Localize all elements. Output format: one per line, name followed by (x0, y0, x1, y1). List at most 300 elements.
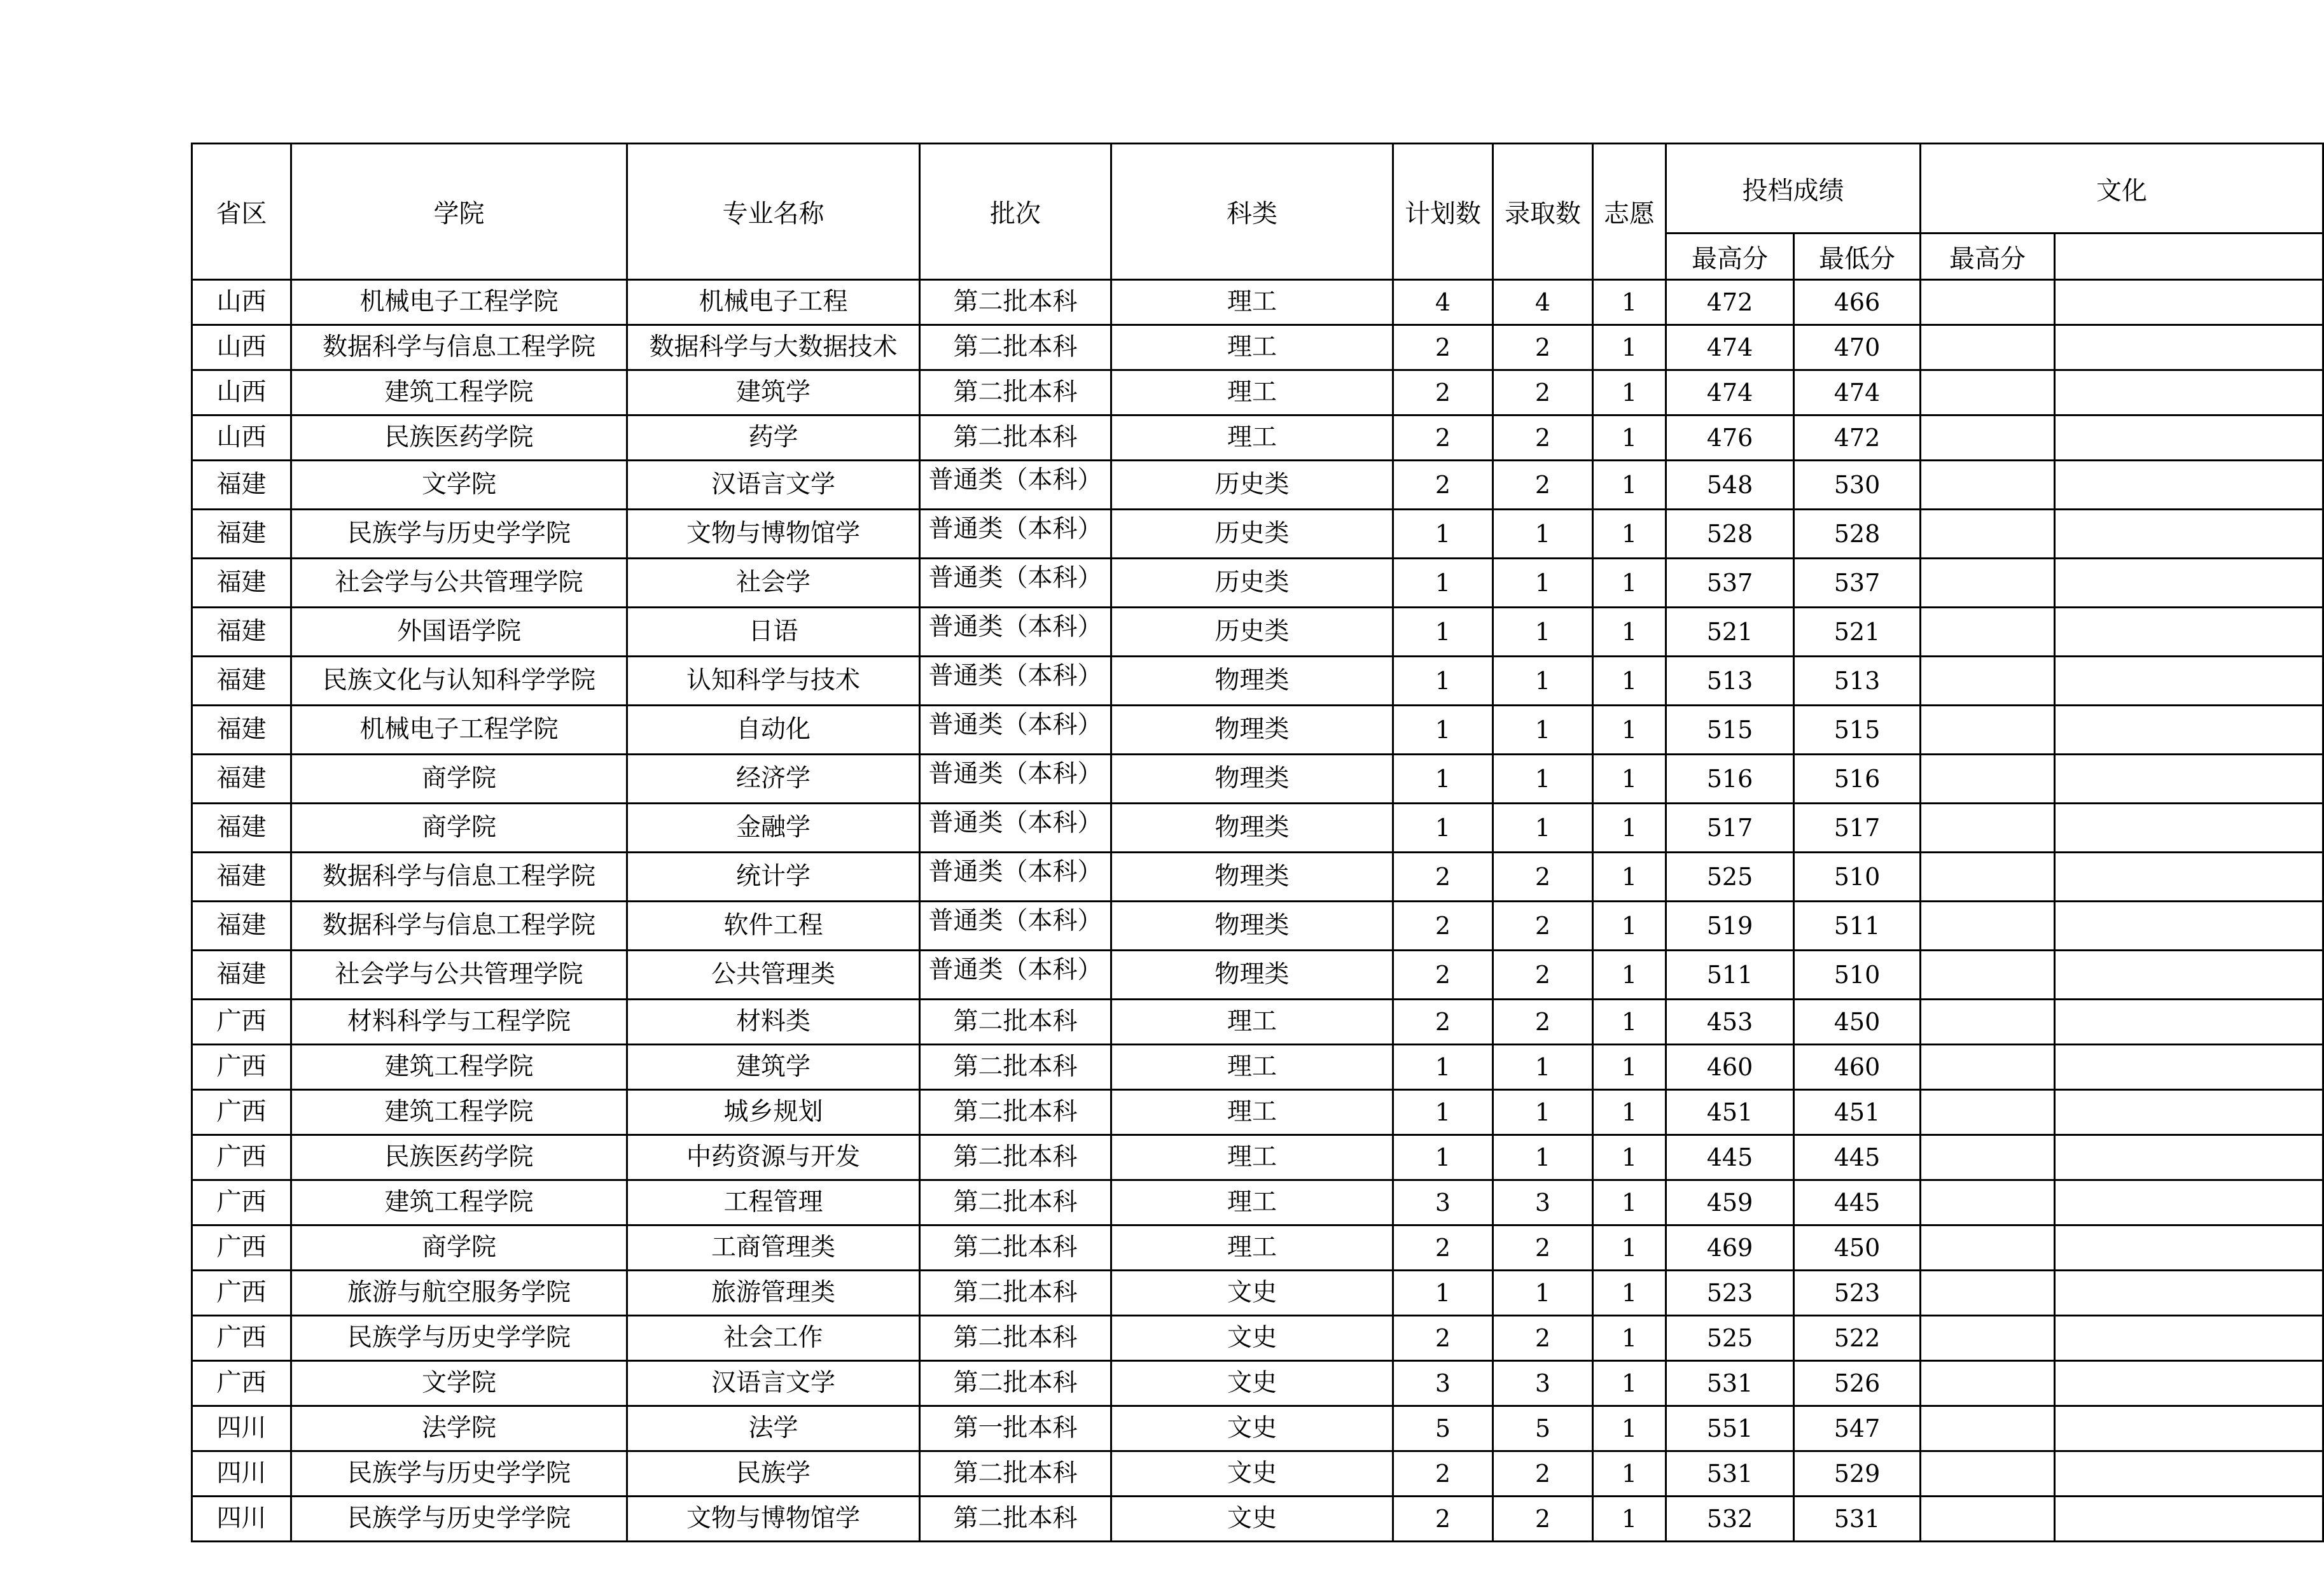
cell-province: 广西 (192, 1316, 291, 1361)
cell-province: 福建 (192, 706, 291, 755)
cell-province: 广西 (192, 1361, 291, 1406)
cell-max-score: 523 (1666, 1271, 1794, 1316)
cell-culture-max-score (1921, 1497, 2055, 1542)
cell-college: 社会学与公共管理学院 (291, 951, 627, 1000)
cell-min-score: 530 (1794, 461, 1921, 510)
cell-culture-max-score (1921, 1271, 2055, 1316)
cell-college: 机械电子工程学院 (291, 706, 627, 755)
cell-culture-max-score (1921, 1451, 2055, 1497)
cell-major: 中药资源与开发 (627, 1135, 920, 1180)
cell-min-score: 529 (1794, 1451, 1921, 1497)
cell-college: 外国语学院 (291, 608, 627, 657)
cell-major: 统计学 (627, 853, 920, 902)
cell-culture-max-score (1921, 370, 2055, 415)
cell-batch (920, 608, 1111, 657)
cell-admitted: 2 (1493, 951, 1593, 1000)
cell-plan: 2 (1393, 951, 1493, 1000)
cell-admitted: 2 (1493, 1225, 1593, 1271)
cell-college: 旅游与航空服务学院 (291, 1271, 627, 1316)
cell-max-score: 525 (1666, 853, 1794, 902)
cell-batch: 第二批本科 (920, 1271, 1111, 1316)
cell-culture-max-score (1921, 755, 2055, 804)
cell-major: 法学 (627, 1406, 920, 1451)
cell-major: 自动化 (627, 706, 920, 755)
cell-major: 经济学 (627, 755, 920, 804)
cell-max-score: 537 (1666, 559, 1794, 608)
cell-preference: 1 (1593, 951, 1666, 1000)
cell-min-score: 547 (1794, 1406, 1921, 1451)
cell-admitted: 2 (1493, 370, 1593, 415)
cell-admitted: 1 (1493, 657, 1593, 706)
cell-preference: 1 (1593, 1497, 1666, 1542)
header-preference: 志愿 (1593, 144, 1666, 280)
cell-min-score: 450 (1794, 1225, 1921, 1271)
cell-plan: 2 (1393, 415, 1493, 461)
cell-plan: 2 (1393, 1451, 1493, 1497)
cell-plan: 1 (1393, 559, 1493, 608)
cell-plan: 2 (1393, 853, 1493, 902)
cell-admitted: 1 (1493, 559, 1593, 608)
cell-plan: 1 (1393, 510, 1493, 559)
cell-batch: 第二批本科 (920, 415, 1111, 461)
cell-max-score: 474 (1666, 370, 1794, 415)
header-province: 省区 (192, 144, 291, 280)
cell-preference: 1 (1593, 1090, 1666, 1135)
cell-college: 商学院 (291, 1225, 627, 1271)
table-row (192, 461, 2323, 510)
cell-college: 数据科学与信息工程学院 (291, 853, 627, 902)
cell-culture-max-score (1921, 1406, 2055, 1451)
cell-culture-max-score (1921, 1045, 2055, 1090)
cell-province: 山西 (192, 325, 291, 370)
cell-category: 文史 (1111, 1271, 1393, 1316)
cell-college: 文学院 (291, 1361, 627, 1406)
cell-max-score: 548 (1666, 461, 1794, 510)
cell-college: 机械电子工程学院 (291, 280, 627, 325)
table-row (192, 1271, 2323, 1316)
cell-batch-text: 普通类（本科） (928, 662, 1103, 690)
cell-culture-max-score (1921, 1000, 2055, 1045)
cell-admitted: 1 (1493, 510, 1593, 559)
cell-batch (920, 755, 1111, 804)
cell-max-score: 511 (1666, 951, 1794, 1000)
cell-batch-text: 普通类（本科） (928, 907, 1103, 935)
cell-category: 历史类 (1111, 559, 1393, 608)
cell-college: 材料科学与工程学院 (291, 1000, 627, 1045)
cell-preference: 1 (1593, 706, 1666, 755)
cell-major: 社会工作 (627, 1316, 920, 1361)
cell-preference: 1 (1593, 1045, 1666, 1090)
cell-admitted: 1 (1493, 1271, 1593, 1316)
cell-admitted: 1 (1493, 706, 1593, 755)
cell-culture-extra (2055, 559, 2323, 608)
cell-plan: 1 (1393, 1045, 1493, 1090)
header-admitted: 录取数 (1493, 144, 1593, 280)
cell-batch: 第二批本科 (920, 1361, 1111, 1406)
cell-culture-max-score (1921, 1180, 2055, 1225)
cell-culture-max-score (1921, 415, 2055, 461)
cell-major: 建筑学 (627, 370, 920, 415)
cell-college: 民族学与历史学学院 (291, 510, 627, 559)
cell-admitted: 1 (1493, 1090, 1593, 1135)
cell-max-score: 474 (1666, 325, 1794, 370)
cell-admitted: 2 (1493, 1451, 1593, 1497)
cell-batch (920, 559, 1111, 608)
cell-admitted: 2 (1493, 1000, 1593, 1045)
table-header (192, 144, 2323, 280)
table-row (192, 657, 2323, 706)
cell-admitted: 4 (1493, 280, 1593, 325)
cell-plan: 1 (1393, 1271, 1493, 1316)
cell-province: 山西 (192, 415, 291, 461)
cell-college: 建筑工程学院 (291, 1180, 627, 1225)
cell-major: 城乡规划 (627, 1090, 920, 1135)
cell-preference: 1 (1593, 657, 1666, 706)
cell-max-score: 531 (1666, 1361, 1794, 1406)
cell-plan: 1 (1393, 804, 1493, 853)
cell-province: 福建 (192, 608, 291, 657)
cell-major: 汉语言文学 (627, 461, 920, 510)
cell-max-score: 515 (1666, 706, 1794, 755)
cell-culture-extra (2055, 510, 2323, 559)
cell-max-score: 453 (1666, 1000, 1794, 1045)
cell-category: 历史类 (1111, 461, 1393, 510)
cell-culture-extra (2055, 755, 2323, 804)
cell-culture-extra (2055, 415, 2323, 461)
cell-college: 民族学与历史学学院 (291, 1451, 627, 1497)
cell-major: 民族学 (627, 1451, 920, 1497)
cell-major: 机械电子工程 (627, 280, 920, 325)
cell-admitted: 2 (1493, 461, 1593, 510)
cell-province: 福建 (192, 510, 291, 559)
header-category: 科类 (1111, 144, 1393, 280)
cell-province: 四川 (192, 1406, 291, 1451)
cell-plan: 2 (1393, 1225, 1493, 1271)
cell-plan: 2 (1393, 461, 1493, 510)
cell-batch-text: 普通类（本科） (928, 858, 1103, 886)
cell-category: 历史类 (1111, 510, 1393, 559)
cell-culture-extra (2055, 902, 2323, 951)
cell-category: 理工 (1111, 280, 1393, 325)
cell-batch (920, 853, 1111, 902)
cell-college: 商学院 (291, 804, 627, 853)
cell-province: 广西 (192, 1135, 291, 1180)
cell-culture-extra (2055, 657, 2323, 706)
cell-preference: 1 (1593, 1406, 1666, 1451)
table-row (192, 1000, 2323, 1045)
cell-batch: 第二批本科 (920, 1135, 1111, 1180)
table-row (192, 902, 2323, 951)
header-min-score: 最低分 (1794, 234, 1921, 280)
cell-culture-extra (2055, 1497, 2323, 1542)
cell-min-score: 445 (1794, 1135, 1921, 1180)
cell-admitted: 1 (1493, 755, 1593, 804)
cell-batch-text: 普通类（本科） (928, 711, 1103, 739)
cell-culture-max-score (1921, 325, 2055, 370)
table-row (192, 951, 2323, 1000)
cell-plan: 3 (1393, 1361, 1493, 1406)
cell-plan: 2 (1393, 370, 1493, 415)
cell-min-score: 531 (1794, 1497, 1921, 1542)
cell-max-score: 516 (1666, 755, 1794, 804)
cell-plan: 2 (1393, 1316, 1493, 1361)
cell-min-score: 474 (1794, 370, 1921, 415)
cell-preference: 1 (1593, 804, 1666, 853)
cell-college: 文学院 (291, 461, 627, 510)
cell-province: 广西 (192, 1045, 291, 1090)
cell-category: 理工 (1111, 1045, 1393, 1090)
cell-min-score: 526 (1794, 1361, 1921, 1406)
cell-preference: 1 (1593, 608, 1666, 657)
cell-culture-extra (2055, 1045, 2323, 1090)
cell-preference: 1 (1593, 1135, 1666, 1180)
cell-major: 建筑学 (627, 1045, 920, 1090)
cell-category: 理工 (1111, 415, 1393, 461)
cell-category: 理工 (1111, 1180, 1393, 1225)
cell-admitted: 2 (1493, 415, 1593, 461)
cell-category: 文史 (1111, 1497, 1393, 1542)
cell-college: 民族医药学院 (291, 415, 627, 461)
cell-max-score: 531 (1666, 1451, 1794, 1497)
cell-max-score: 525 (1666, 1316, 1794, 1361)
table-row (192, 415, 2323, 461)
cell-batch (920, 510, 1111, 559)
cell-category: 文史 (1111, 1361, 1393, 1406)
header-major: 专业名称 (627, 144, 920, 280)
cell-max-score: 513 (1666, 657, 1794, 706)
cell-category: 物理类 (1111, 804, 1393, 853)
cell-category: 物理类 (1111, 853, 1393, 902)
cell-major: 工商管理类 (627, 1225, 920, 1271)
cell-batch (920, 902, 1111, 951)
cell-preference: 1 (1593, 1361, 1666, 1406)
cell-admitted: 2 (1493, 902, 1593, 951)
cell-province: 福建 (192, 902, 291, 951)
cell-plan: 3 (1393, 1180, 1493, 1225)
cell-culture-max-score (1921, 510, 2055, 559)
cell-culture-extra (2055, 1316, 2323, 1361)
table-row (192, 280, 2323, 325)
cell-preference: 1 (1593, 1316, 1666, 1361)
cell-preference: 1 (1593, 461, 1666, 510)
cell-admitted: 1 (1493, 1135, 1593, 1180)
cell-batch: 第二批本科 (920, 370, 1111, 415)
cell-category: 文史 (1111, 1451, 1393, 1497)
cell-category: 物理类 (1111, 706, 1393, 755)
cell-major: 材料类 (627, 1000, 920, 1045)
cell-culture-max-score (1921, 902, 2055, 951)
cell-province: 福建 (192, 951, 291, 1000)
header-culture-extra (2055, 234, 2323, 280)
cell-major: 旅游管理类 (627, 1271, 920, 1316)
cell-culture-max-score (1921, 1090, 2055, 1135)
cell-admitted: 1 (1493, 608, 1593, 657)
cell-batch: 第一批本科 (920, 1406, 1111, 1451)
cell-max-score: 476 (1666, 415, 1794, 461)
cell-culture-max-score (1921, 461, 2055, 510)
cell-province: 广西 (192, 1225, 291, 1271)
cell-culture-max-score (1921, 804, 2055, 853)
cell-max-score: 460 (1666, 1045, 1794, 1090)
header-plan: 计划数 (1393, 144, 1493, 280)
cell-min-score: 510 (1794, 853, 1921, 902)
table-body (192, 280, 2323, 1542)
cell-college: 民族医药学院 (291, 1135, 627, 1180)
cell-major: 社会学 (627, 559, 920, 608)
cell-plan: 2 (1393, 1497, 1493, 1542)
cell-province: 广西 (192, 1090, 291, 1135)
cell-college: 民族学与历史学学院 (291, 1497, 627, 1542)
cell-culture-extra (2055, 370, 2323, 415)
cell-batch: 第二批本科 (920, 1180, 1111, 1225)
cell-category: 理工 (1111, 1090, 1393, 1135)
cell-college: 法学院 (291, 1406, 627, 1451)
cell-category: 物理类 (1111, 902, 1393, 951)
table-row (192, 325, 2323, 370)
cell-admitted: 2 (1493, 853, 1593, 902)
cell-min-score: 511 (1794, 902, 1921, 951)
cell-batch: 第二批本科 (920, 1316, 1111, 1361)
cell-culture-max-score (1921, 706, 2055, 755)
cell-min-score: 537 (1794, 559, 1921, 608)
cell-min-score: 521 (1794, 608, 1921, 657)
cell-province: 广西 (192, 1180, 291, 1225)
cell-batch-text: 普通类（本科） (928, 613, 1103, 641)
cell-province: 山西 (192, 280, 291, 325)
table-row (192, 559, 2323, 608)
cell-preference: 1 (1593, 755, 1666, 804)
cell-max-score: 445 (1666, 1135, 1794, 1180)
cell-min-score: 472 (1794, 415, 1921, 461)
cell-college: 数据科学与信息工程学院 (291, 902, 627, 951)
cell-culture-max-score (1921, 657, 2055, 706)
cell-batch: 第二批本科 (920, 325, 1111, 370)
cell-category: 理工 (1111, 370, 1393, 415)
cell-batch: 第二批本科 (920, 1225, 1111, 1271)
cell-admitted: 2 (1493, 1316, 1593, 1361)
cell-batch-text: 普通类（本科） (928, 564, 1103, 592)
header-culture-max-score: 最高分 (1921, 234, 2055, 280)
cell-culture-extra (2055, 461, 2323, 510)
table-row (192, 1225, 2323, 1271)
cell-preference: 1 (1593, 853, 1666, 902)
table-row (192, 853, 2323, 902)
cell-min-score: 460 (1794, 1045, 1921, 1090)
cell-max-score: 459 (1666, 1180, 1794, 1225)
cell-major: 软件工程 (627, 902, 920, 951)
cell-culture-max-score (1921, 608, 2055, 657)
table-row (192, 1135, 2323, 1180)
cell-college: 社会学与公共管理学院 (291, 559, 627, 608)
cell-plan: 2 (1393, 1000, 1493, 1045)
cell-max-score: 528 (1666, 510, 1794, 559)
cell-culture-extra (2055, 1451, 2323, 1497)
cell-batch-text: 普通类（本科） (928, 760, 1103, 788)
cell-culture-extra (2055, 1090, 2323, 1135)
cell-max-score: 521 (1666, 608, 1794, 657)
cell-culture-extra (2055, 853, 2323, 902)
cell-major: 认知科学与技术 (627, 657, 920, 706)
cell-batch: 第二批本科 (920, 1000, 1111, 1045)
table-row (192, 706, 2323, 755)
cell-max-score: 469 (1666, 1225, 1794, 1271)
cell-batch: 第二批本科 (920, 1045, 1111, 1090)
cell-culture-extra (2055, 1361, 2323, 1406)
table-row (192, 370, 2323, 415)
header-culture-score: 文化 (1921, 144, 2323, 234)
cell-culture-extra (2055, 1271, 2323, 1316)
cell-category: 理工 (1111, 1000, 1393, 1045)
cell-culture-extra (2055, 804, 2323, 853)
cell-preference: 1 (1593, 1180, 1666, 1225)
cell-min-score: 523 (1794, 1271, 1921, 1316)
cell-province: 福建 (192, 755, 291, 804)
header-filing-score: 投档成绩 (1666, 144, 1921, 234)
cell-culture-max-score (1921, 853, 2055, 902)
cell-province: 广西 (192, 1271, 291, 1316)
cell-culture-extra (2055, 1406, 2323, 1451)
cell-culture-max-score (1921, 280, 2055, 325)
cell-max-score: 472 (1666, 280, 1794, 325)
cell-major: 药学 (627, 415, 920, 461)
table-row (192, 804, 2323, 853)
cell-culture-max-score (1921, 1135, 2055, 1180)
cell-major: 数据科学与大数据技术 (627, 325, 920, 370)
cell-admitted: 3 (1493, 1361, 1593, 1406)
cell-admitted: 2 (1493, 1497, 1593, 1542)
cell-admitted: 5 (1493, 1406, 1593, 1451)
cell-preference: 1 (1593, 902, 1666, 951)
cell-batch-text: 普通类（本科） (928, 466, 1103, 494)
table-row (192, 608, 2323, 657)
cell-culture-max-score (1921, 559, 2055, 608)
cell-plan: 1 (1393, 706, 1493, 755)
cell-culture-extra (2055, 608, 2323, 657)
cell-admitted: 1 (1493, 1045, 1593, 1090)
cell-province: 福建 (192, 853, 291, 902)
cell-category: 文史 (1111, 1406, 1393, 1451)
cell-batch (920, 706, 1111, 755)
cell-min-score: 517 (1794, 804, 1921, 853)
cell-admitted: 2 (1493, 325, 1593, 370)
table-row (192, 1180, 2323, 1225)
header-max-score: 最高分 (1666, 234, 1794, 280)
table-row (192, 1090, 2323, 1135)
cell-college: 建筑工程学院 (291, 1090, 627, 1135)
header-college: 学院 (291, 144, 627, 280)
header-batch: 批次 (920, 144, 1111, 280)
cell-batch: 第二批本科 (920, 280, 1111, 325)
cell-culture-extra (2055, 951, 2323, 1000)
cell-batch (920, 951, 1111, 1000)
cell-min-score: 466 (1794, 280, 1921, 325)
cell-preference: 1 (1593, 559, 1666, 608)
cell-college: 商学院 (291, 755, 627, 804)
cell-preference: 1 (1593, 1000, 1666, 1045)
cell-category: 物理类 (1111, 755, 1393, 804)
table-row (192, 1497, 2323, 1542)
table-row (192, 1316, 2323, 1361)
cell-max-score: 519 (1666, 902, 1794, 951)
cell-min-score: 516 (1794, 755, 1921, 804)
cell-max-score: 532 (1666, 1497, 1794, 1542)
cell-min-score: 528 (1794, 510, 1921, 559)
table-row (192, 755, 2323, 804)
cell-preference: 1 (1593, 325, 1666, 370)
cell-college: 建筑工程学院 (291, 370, 627, 415)
cell-province: 福建 (192, 657, 291, 706)
cell-admitted: 3 (1493, 1180, 1593, 1225)
